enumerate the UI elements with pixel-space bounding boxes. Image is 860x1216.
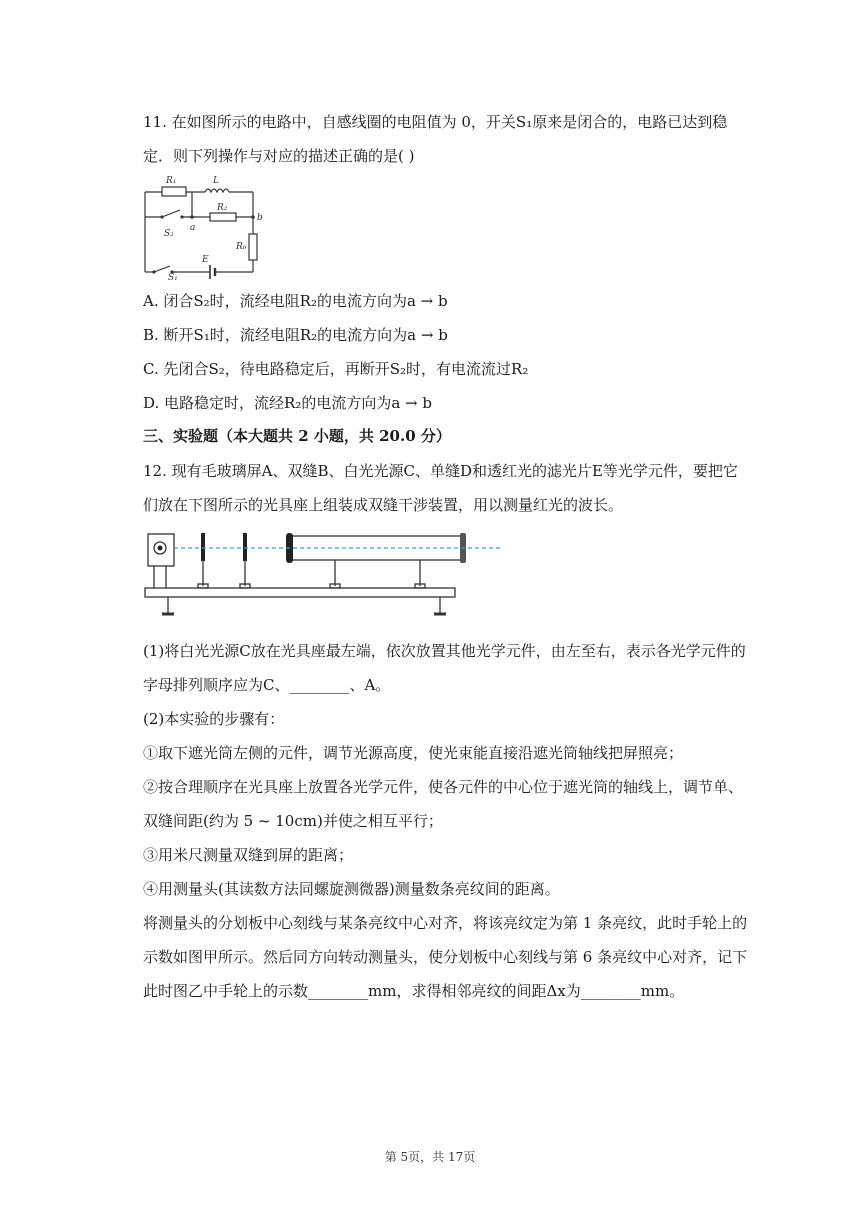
q12-step2-line2: 双缝间距(约为 5 ~ 10cm)并使之相互平行；: [143, 812, 443, 830]
q12-para-line2: 示数如图甲所示。然后同方向转动测量头，使分划板中心刻线与第 6 条亮纹中心对齐，记下: [143, 948, 748, 966]
q11-option-d: D. 电路稳定时，流经R₂的电流方向为a → b: [143, 394, 432, 412]
q12-step2-line1: ②按合理顺序在光具座上放置各光学元件，使各元件的中心位于遮光筒的轴线上，调节单、: [143, 778, 744, 796]
section-title: 三、实验题（本大题共 2 小题，共 20.0 分）: [143, 427, 451, 445]
q12-para-line1: 将测量头的分划板中心刻线与某条亮纹中心对齐，将该亮纹定为第 1 条亮纹，此时手轮上的: [143, 914, 748, 932]
q11-option-c: C. 先闭合S₂，待电路稳定后，再断开S₂时，有电流流过R₂: [143, 360, 529, 378]
q11-stem-line1: 11. 在如图所示的电路中，自感线圈的电阻值为 0，开关S₁原来是闭合的，电路已达到稳: [143, 113, 728, 131]
q12-step3: ③用米尺测量双缝到屏的距离；: [143, 846, 354, 864]
q12-para-line3: 此时图乙中手轮上的示数________mm，求得相邻亮纹的间距Δx为________mm。: [143, 982, 685, 1000]
label-R2: R₂: [217, 203, 228, 213]
page-footer: 第 5页，共 17页: [384, 1150, 476, 1164]
q12-p1-line1: (1)将白光光源C放在光具座最左端，依次放置其他光学元件，由左至右，表示各光学元件的: [143, 642, 746, 660]
q12-p2-title: (2)本实验的步骤有：: [143, 710, 285, 728]
q11-option-a: A. 闭合S₂时，流经电阻R₂的电流方向为a → b: [143, 292, 448, 310]
label-R1: R₁: [166, 176, 177, 186]
q12-p1-line2: 字母排列顺序应为C、________、A。: [143, 676, 391, 694]
label-S2: S₂: [164, 229, 174, 239]
q12-stem-line2: 们放在下图所示的光具座上组装成双缝干涉装置，用以测量红光的波长。: [143, 496, 624, 514]
label-E: E: [202, 255, 209, 265]
q12-stem-line1: 12. 现有毛玻璃屏A、双缝B、白光光源C、单缝D和透红光的滤光片E等光学元件，要把它: [143, 462, 738, 480]
label-R0: R₀: [236, 242, 247, 252]
q12-step4: ④用测量头(其读数方法同螺旋测微器)测量数条亮纹间的距离。: [143, 880, 560, 898]
label-L: L: [213, 176, 219, 186]
label-b: b: [257, 213, 263, 223]
q11-stem-line2: 定．则下列操作与对应的描述正确的是( ): [143, 147, 415, 165]
label-a: a: [190, 223, 196, 233]
q11-option-b: B. 断开S₁时，流经电阻R₂的电流方向为a → b: [143, 326, 448, 344]
circuit-diagram: [140, 172, 270, 280]
q12-step1: ①取下遮光筒左侧的元件，调节光源高度，使光束能直接沿遮光筒轴线把屏照亮；: [143, 744, 684, 762]
label-S1: S₁: [168, 273, 178, 280]
optical-bench-figure: [140, 528, 510, 626]
